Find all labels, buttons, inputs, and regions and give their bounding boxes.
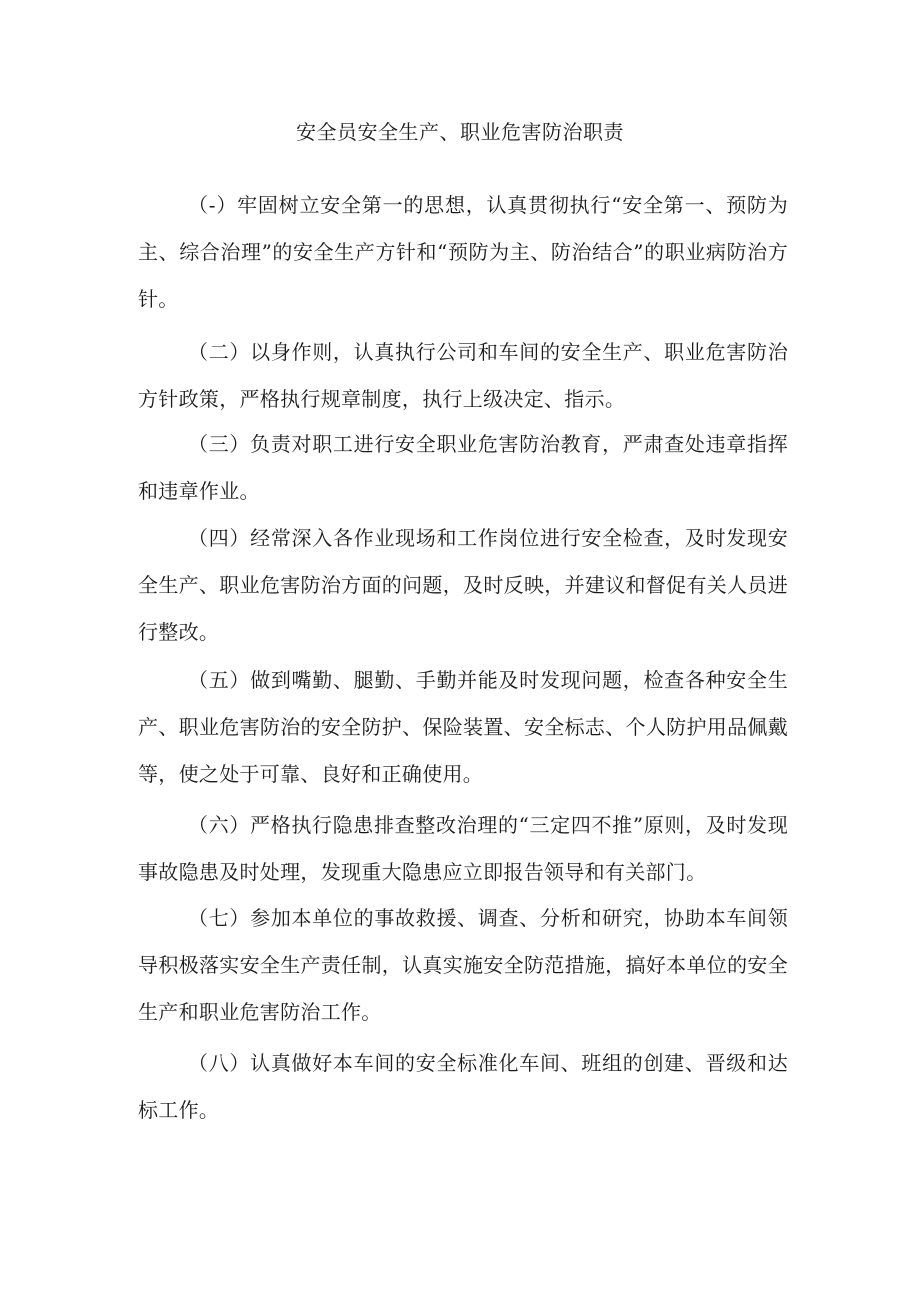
duty-paragraph-6: （六）严格执行隐患排查整改治理的“三定四不推”原则，及时发现事故隐患及时处理，发现重大隐患应立即报告领导和有关部门。 xyxy=(138,813,788,884)
duty-paragraph-8: （八）认真做好本车间的安全标准化车间、班组的创建、晋级和达标工作。 xyxy=(138,1051,788,1122)
document-title: 安全员安全生产、职业危害防治职责 xyxy=(296,120,624,144)
duty-paragraph-1: （-）牢固树立安全第一的思想，认真贯彻执行“安全第一、预防为主、综合治理”的安全生产方针和“预防为主、防治结合”的职业病防治方针。 xyxy=(138,193,788,311)
duty-paragraph-2: （二）以身作则，认真执行公司和车间的安全生产、职业危害防治方针政策，严格执行规章制度，执行上级决定、指示。 xyxy=(138,340,788,411)
duty-paragraph-3: （三）负责对职工进行安全职业危害防治教育，严肃查处违章指挥和违章作业。 xyxy=(138,432,788,503)
duty-paragraph-5: （五）做到嘴勤、腿勤、手勤并能及时发现问题，检查各种安全生产、职业危害防治的安全防护、保险装置、安全标志、个人防护用品佩戴等，使之处于可靠、良好和正确使用。 xyxy=(138,668,788,786)
duty-paragraph-7: （七）参加本单位的事故救援、调查、分析和研究，协助本车间领导积极落实安全生产责任制，认真实施安全防范措施，搞好本单位的安全生产和职业危害防治工作。 xyxy=(138,906,788,1024)
duty-paragraph-4: （四）经常深入各作业现场和工作岗位进行安全检查，及时发现安全生产、职业危害防治方面的问题，及时反映，并建议和督促有关人员进行整改。 xyxy=(138,526,788,644)
